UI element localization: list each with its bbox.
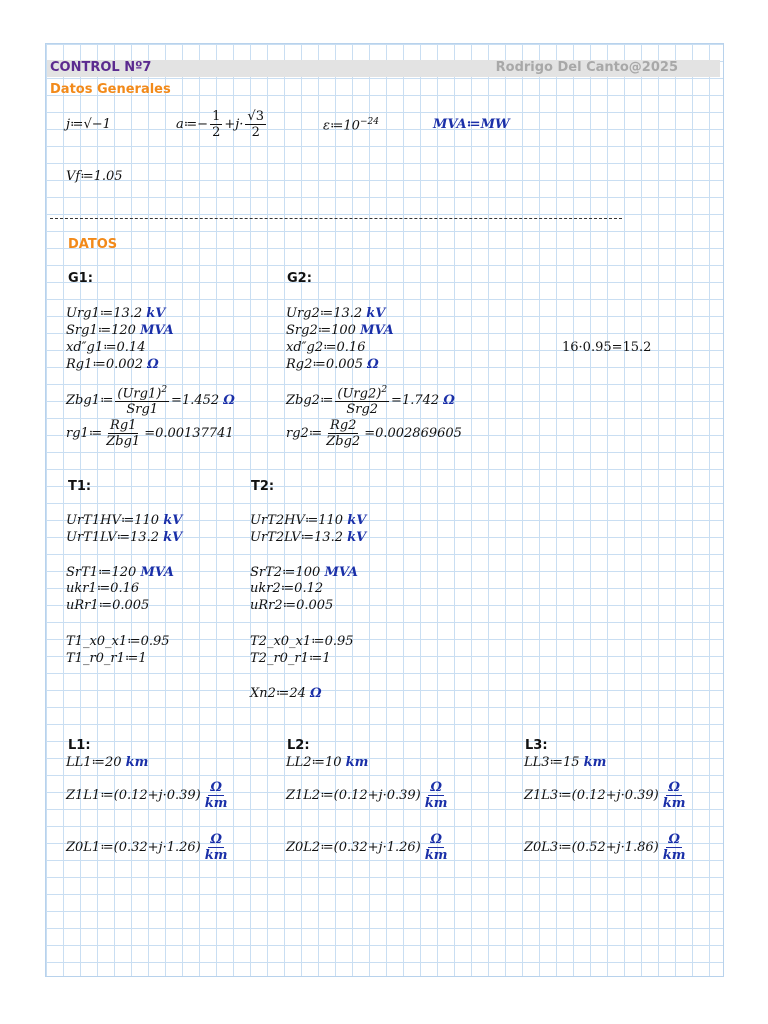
l2-z1[interactable] — [286, 780, 452, 811]
a-definition[interactable] — [176, 109, 268, 140]
l2-z0-value: Z0L2≔(0.32+j·1.26) — [286, 840, 421, 855]
epsilon-definition[interactable] — [323, 117, 379, 133]
g2-rg-pu[interactable] — [286, 418, 462, 449]
g1-rg-value: Rg1≔0.002 — [66, 357, 144, 372]
l3-z0-unit-den: km — [662, 848, 686, 863]
a-mid: +j· — [224, 117, 244, 132]
g2-urg-unit: kV — [366, 306, 386, 321]
t1-hv[interactable] — [66, 513, 182, 528]
t2-hv-value: UrT2HV≔110 — [250, 513, 344, 528]
g1-zbg-unit: Ω — [223, 392, 235, 408]
l3-z1[interactable] — [524, 780, 690, 811]
t2-lv[interactable] — [250, 530, 366, 545]
l1-length[interactable] — [66, 755, 148, 770]
a-frac1-den: 2 — [212, 125, 221, 140]
t2-lv-unit: kV — [347, 530, 367, 545]
t1-lv-unit: kV — [163, 530, 183, 545]
g1-rg[interactable] — [66, 357, 159, 372]
t2-hv[interactable] — [250, 513, 366, 528]
l1-z1-unit — [203, 780, 230, 811]
g2-rpu-num: Rg2 — [330, 418, 357, 433]
g1-rpu-den: Zbg1 — [106, 434, 141, 449]
g2-zbg-den: Srg2 — [346, 402, 379, 418]
l3-z0[interactable] — [524, 832, 690, 863]
separator-line — [50, 218, 622, 219]
l3-length[interactable] — [524, 755, 606, 770]
g2-zbg-unit: Ω — [443, 392, 455, 408]
t2-ur[interactable]: uRr2≔0.005 — [250, 598, 334, 613]
a-frac1-num: 1 — [212, 109, 221, 124]
eps-exponent: −24 — [359, 117, 379, 127]
document-title: CONTROL Nº7 — [50, 60, 152, 75]
g2-zbg[interactable] — [286, 383, 455, 417]
g2-rg-value: Rg2≔0.005 — [286, 357, 364, 372]
l2-length-value: LL2≔10 — [286, 755, 342, 770]
eps-base: ε≔10 — [323, 118, 360, 134]
l2-length[interactable] — [286, 755, 368, 770]
l3-z0-unit-num: Ω — [668, 832, 680, 847]
l2-z1-unit-den: km — [424, 796, 448, 811]
l1-z1-unit-den: km — [204, 796, 228, 811]
l2-z0-unit-num: Ω — [430, 832, 442, 847]
g1-zbg-num — [115, 383, 169, 402]
t2-xn-unit: Ω — [310, 686, 322, 701]
l2-z1-unit-num: Ω — [430, 780, 442, 795]
g1-srg[interactable] — [66, 323, 174, 338]
a-frac1 — [210, 109, 222, 140]
l1-z1-unit-num: Ω — [210, 780, 222, 795]
g1-zbg-rhs: =1.452 — [171, 392, 220, 408]
g2-label: G2: — [287, 271, 312, 286]
g1-zbg-exp: 2 — [161, 385, 168, 395]
t1-hv-unit: kV — [163, 513, 183, 528]
g1-zbg-den: Srg1 — [126, 402, 159, 418]
g2-rpu-den: Zbg2 — [326, 434, 361, 449]
l1-label: L1: — [68, 738, 91, 753]
t2-x0x1[interactable]: T2_x0_x1≔0.95 — [250, 634, 354, 649]
g2-rg-unit: Ω — [367, 357, 379, 372]
g2-urg-value: Urg2≔13.2 — [286, 306, 363, 321]
t2-lv-value: UrT2LV≔13.2 — [250, 530, 343, 545]
g1-rg-unit: Ω — [147, 357, 159, 372]
t1-x0x1[interactable]: T1_x0_x1≔0.95 — [66, 634, 170, 649]
l3-length-value: LL3≔15 — [524, 755, 580, 770]
a-frac2-den: 2 — [251, 125, 260, 140]
l2-z0-unit — [423, 832, 450, 863]
g2-rg[interactable] — [286, 357, 379, 372]
g2-rpu-lhs: rg2≔ — [286, 426, 323, 441]
g1-srg-unit: MVA — [140, 323, 174, 338]
j-definition[interactable]: j≔√−1 — [66, 117, 111, 132]
g1-urg-unit: kV — [146, 306, 166, 321]
l2-z0-unit-den: km — [424, 848, 448, 863]
t1-uk[interactable]: ukr1≔0.16 — [66, 581, 140, 596]
t1-label: T1: — [68, 479, 92, 494]
l2-z0[interactable] — [286, 832, 452, 863]
t1-lv-value: UrT1LV≔13.2 — [66, 530, 159, 545]
l1-z1[interactable] — [66, 780, 232, 811]
section-datos-generales: Datos Generales — [50, 82, 171, 97]
t2-hv-unit: kV — [347, 513, 367, 528]
t1-hv-value: UrT1HV≔110 — [66, 513, 160, 528]
t1-ur[interactable]: uRr1≔0.005 — [66, 598, 150, 613]
t2-r0r1[interactable]: T2_r0_r1≔1 — [250, 651, 331, 666]
t1-sr-value: SrT1≔120 — [66, 565, 137, 580]
g1-zbg-frac — [115, 383, 169, 417]
a-frac2-num: √3 — [247, 109, 264, 124]
g2-zbg-num — [335, 383, 389, 402]
section-datos: DATOS — [68, 237, 118, 252]
t1-sr-unit: MVA — [140, 565, 175, 580]
l1-z0-unit — [203, 832, 230, 863]
l3-length-unit: km — [583, 755, 607, 770]
l3-z1-unit — [661, 780, 688, 811]
t2-sr[interactable] — [250, 565, 358, 580]
mva-definition[interactable]: MVA≔MW — [433, 117, 510, 132]
l1-z0[interactable] — [66, 832, 232, 863]
g1-label: G1: — [68, 271, 93, 286]
l2-z1-value: Z1L2≔(0.12+j·0.39) — [286, 788, 421, 803]
g2-rpu-frac — [324, 418, 362, 449]
g2-srg-value: Srg2≔100 — [286, 323, 356, 338]
l2-length-unit: km — [345, 755, 369, 770]
g1-rpu-lhs: rg1≔ — [66, 426, 103, 441]
g1-rg-pu[interactable] — [66, 418, 234, 449]
author-label: Rodrigo Del Canto@2025 — [495, 60, 678, 75]
l3-label: L3: — [525, 738, 548, 753]
t2-xn-value: Xn2≔24 — [250, 686, 306, 701]
l3-z1-unit-den: km — [662, 796, 686, 811]
l3-z0-value: Z0L3≔(0.52+j·1.86) — [524, 840, 659, 855]
a-lhs: a≔− — [176, 117, 209, 132]
g1-urg-value: Urg1≔13.2 — [66, 306, 143, 321]
l1-length-unit: km — [125, 755, 149, 770]
l1-z1-value: Z1L1≔(0.12+j·0.39) — [66, 788, 201, 803]
g1-srg-value: Srg1≔120 — [66, 323, 136, 338]
side-calculation[interactable]: 16·0.95=15.2 — [562, 340, 652, 355]
l3-z1-value: Z1L3≔(0.12+j·0.39) — [524, 788, 659, 803]
g2-rpu-rhs: =0.002869605 — [364, 426, 462, 441]
g1-zbg-num-text: (Urg1) — [117, 386, 162, 402]
l3-z0-unit — [661, 832, 688, 863]
t2-xn[interactable] — [250, 686, 322, 701]
l3-z1-unit-num: Ω — [668, 780, 680, 795]
g2-srg[interactable] — [286, 323, 394, 338]
l1-z0-value: Z0L1≔(0.32+j·1.26) — [66, 840, 201, 855]
vf-definition[interactable]: Vf≔1.05 — [66, 169, 123, 184]
g2-zbg-exp: 2 — [381, 385, 388, 395]
t1-lv[interactable] — [66, 530, 182, 545]
t2-sr-value: SrT2≔100 — [250, 565, 321, 580]
t2-label: T2: — [251, 479, 275, 494]
l2-z1-unit — [423, 780, 450, 811]
g2-zbg-rhs: =1.742 — [391, 392, 440, 408]
g2-srg-unit: MVA — [360, 323, 394, 338]
g2-zbg-num-text: (Urg2) — [337, 386, 382, 402]
g1-xd[interactable]: xd″g1≔0.14 — [66, 340, 146, 355]
g2-zbg-frac — [335, 383, 389, 417]
g1-rpu-rhs: =0.00137741 — [144, 426, 234, 441]
l1-length-value: LL1≔20 — [66, 755, 122, 770]
g1-zbg-lhs: Zbg1≔ — [66, 392, 114, 408]
g2-zbg-lhs: Zbg2≔ — [286, 392, 334, 408]
g2-urg[interactable] — [286, 306, 385, 321]
l1-z0-unit-den: km — [204, 848, 228, 863]
a-frac2 — [245, 109, 266, 140]
t2-sr-unit: MVA — [324, 565, 359, 580]
t1-sr[interactable] — [66, 565, 174, 580]
g1-zbg[interactable] — [66, 383, 235, 417]
l1-z0-unit-num: Ω — [210, 832, 222, 847]
g1-rpu-frac — [104, 418, 142, 449]
g2-xd[interactable]: xd″g2≔0.16 — [286, 340, 366, 355]
l2-label: L2: — [287, 738, 310, 753]
t1-r0r1[interactable]: T1_r0_r1≔1 — [66, 651, 147, 666]
g1-urg[interactable] — [66, 306, 165, 321]
t2-uk[interactable]: ukr2≔0.12 — [250, 581, 324, 596]
g1-rpu-num: Rg1 — [110, 418, 137, 433]
